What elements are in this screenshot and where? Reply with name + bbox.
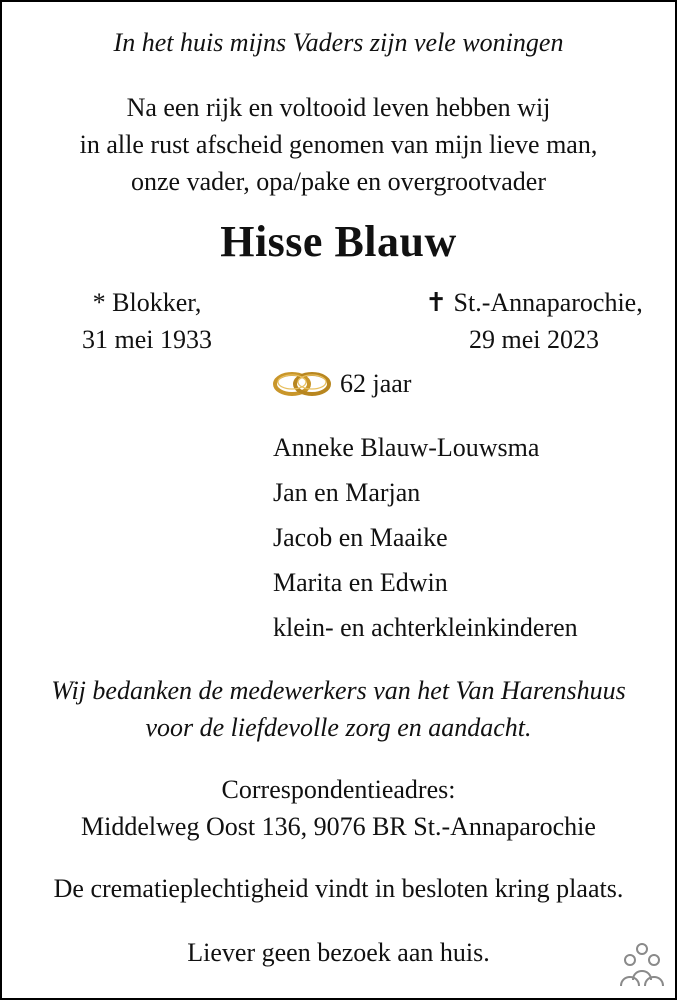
address-line: Middelweg Oost 136, 9076 BR St.-Annaparochie <box>81 812 596 841</box>
marriage-duration <box>270 365 411 402</box>
motto: In het huis mijns Vaders zijn vele woningen <box>113 28 564 57</box>
marriage-years: 62 jaar <box>340 369 412 398</box>
family-member: Jan en Marjan <box>273 478 421 507</box>
birth-date: 31 mei 1933 <box>82 325 212 354</box>
family-member: Anneke Blauw-Louwsma <box>273 433 540 462</box>
family-member: Jacob en Maaike <box>273 523 448 552</box>
deceased-name: Hisse Blauw <box>220 217 457 266</box>
thanks-line: Wij bedanken de medewerkers van het Van Harenshuus <box>51 676 626 705</box>
wedding-rings-icon <box>270 366 334 402</box>
people-group-logo-icon <box>617 940 667 990</box>
family-member: Marita en Edwin <box>273 568 448 597</box>
birth-info <box>42 284 252 358</box>
birth-place: * Blokker, <box>92 288 202 317</box>
death-info <box>394 284 674 358</box>
intro-line: onze vader, opa/pake en overgrootvader <box>130 167 546 196</box>
correspondence-address <box>2 771 675 845</box>
death-date: 29 mei 2023 <box>469 325 599 354</box>
no-visit-note: Liever geen bezoek aan huis. <box>187 938 490 967</box>
family-member: klein- en achterkleinkinderen <box>273 613 578 642</box>
death-place: ✝ St.-Annaparochie, <box>425 288 643 317</box>
thanks-text <box>2 672 675 746</box>
address-label: Correspondentieadres: <box>221 775 456 804</box>
thanks-line: voor de liefdevolle zorg en aandacht. <box>145 713 532 742</box>
intro-text <box>2 89 675 200</box>
family-list <box>273 425 578 650</box>
ceremony-note: De crematieplechtigheid vindt in besloten kring plaats. <box>53 874 624 903</box>
intro-line: in alle rust afscheid genomen van mijn lieve man, <box>79 130 598 159</box>
intro-line: Na een rijk en voltooid leven hebben wij <box>126 93 551 122</box>
